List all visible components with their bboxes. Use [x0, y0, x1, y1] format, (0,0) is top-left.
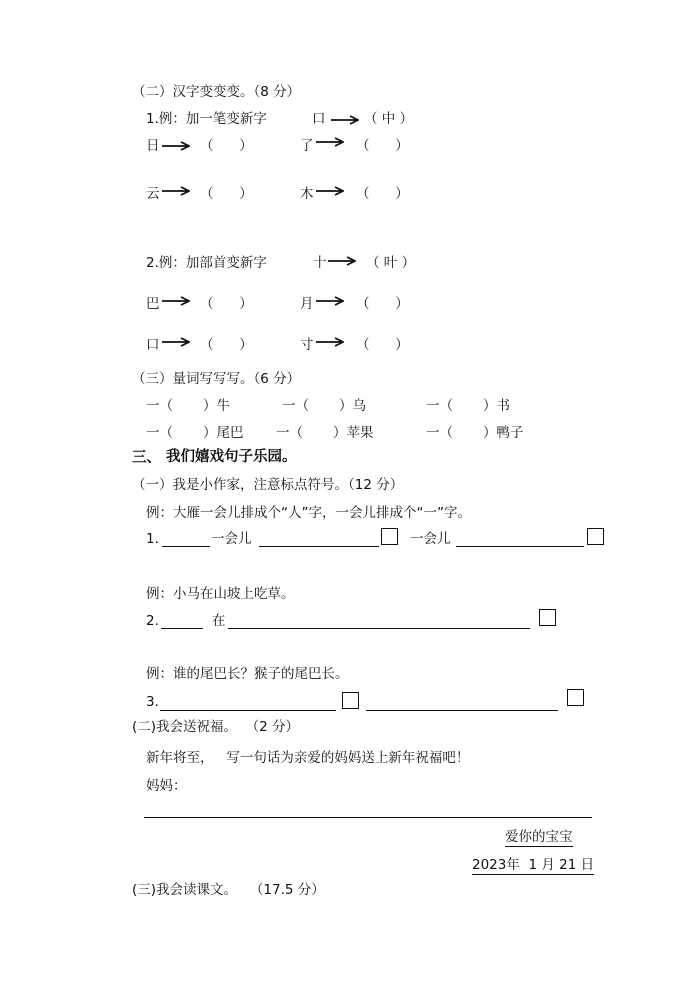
answer-line[interactable] — [160, 710, 336, 711]
measure-word-item[interactable]: 一（ ）乌 — [282, 398, 367, 414]
q2-example-char: 十 — [313, 255, 327, 271]
q1-item-4: 木 — [300, 186, 314, 202]
signature-text: 爱你的宝宝 — [505, 829, 573, 845]
measure-word-item[interactable]: 一（ ）鸭子 — [426, 425, 524, 441]
q2-example-answer: （ 叶 ） — [366, 255, 416, 271]
q2-word-a: 在 — [212, 613, 226, 629]
q3-number: 3. — [146, 694, 159, 710]
arrow-icon — [162, 337, 190, 347]
answer-blank[interactable]: （ ） — [356, 337, 409, 353]
answer-line[interactable] — [366, 710, 558, 711]
q1-item-3: 云 — [146, 186, 160, 202]
answer-line[interactable] — [456, 546, 584, 547]
punctuation-box[interactable] — [381, 528, 398, 545]
mom-label: 妈妈： — [146, 778, 187, 794]
q1-item-2: 了 — [300, 138, 314, 154]
part-3-title: 我们嬉戏句子乐园。 — [166, 449, 297, 465]
q1-word-a: 一会儿 — [211, 531, 252, 547]
q2-item-1: 巴 — [146, 296, 160, 312]
measure-word-item[interactable]: 一（ ）书 — [426, 398, 511, 414]
signature — [505, 831, 573, 845]
answer-blank[interactable]: （ ） — [356, 186, 409, 202]
q1-title: 1.例：加一笔变新字 — [146, 111, 267, 127]
section-2-heading: （二）汉字变变变。（8 分） — [132, 84, 301, 100]
q1-item-1: 日 — [146, 138, 160, 154]
example-3: 例：谁的尾巴长？猴子的尾巴长。 — [146, 666, 349, 682]
arrow-icon — [162, 141, 190, 151]
punctuation-box[interactable] — [587, 528, 604, 545]
date — [472, 859, 594, 873]
example-1: 例：大雁一会儿排成个“人”字，一会儿排成个“一”字。 — [146, 505, 471, 521]
measure-word-item[interactable]: 一（ ）苹果 — [276, 425, 374, 441]
sub-1-heading: （一）我是小作家，注意标点符号。（12 分） — [132, 477, 404, 493]
date-text: 2023年 1 月 21 日 — [472, 857, 595, 873]
arrow-icon — [316, 337, 344, 347]
q2-item-2: 月 — [300, 296, 314, 312]
punctuation-box[interactable] — [539, 609, 556, 626]
q2-number: 2. — [146, 613, 159, 629]
q2-item-4: 寸 — [300, 337, 314, 353]
punctuation-box[interactable] — [342, 692, 359, 709]
q1-example-char: 口 — [312, 111, 326, 127]
sub-2-text: 新年将至， 写一句话为亲爱的妈妈送上新年祝福吧！ — [146, 750, 470, 766]
sub-2-heading: (二)我会送祝福。 （2 分） — [132, 719, 299, 735]
part-3-number: 三、 — [132, 450, 161, 466]
arrow-icon — [316, 186, 344, 196]
arrow-icon — [162, 296, 190, 306]
answer-blank[interactable]: （ ） — [200, 138, 253, 154]
arrow-icon — [316, 137, 344, 147]
arrow-icon — [331, 115, 359, 125]
arrow-icon — [316, 296, 344, 306]
answer-line[interactable] — [228, 628, 530, 629]
measure-word-item[interactable]: 一（ ）牛 — [146, 398, 231, 414]
arrow-icon — [328, 256, 356, 266]
sub-3-heading: (三)我会读课文。 （17.5 分） — [132, 882, 325, 898]
punctuation-box[interactable] — [567, 689, 584, 706]
answer-line[interactable] — [162, 546, 210, 547]
q2-item-3: 口 — [146, 337, 160, 353]
answer-blank[interactable]: （ ） — [200, 186, 253, 202]
answer-blank[interactable]: （ ） — [200, 296, 253, 312]
arrow-icon — [162, 186, 190, 196]
example-2: 例：小马在山坡上吃草。 — [146, 586, 295, 602]
blessing-line[interactable] — [144, 817, 592, 818]
q2-title: 2.例：加部首变新字 — [146, 255, 267, 271]
answer-blank[interactable]: （ ） — [200, 337, 253, 353]
answer-blank[interactable]: （ ） — [356, 138, 409, 154]
q1-number: 1. — [146, 531, 159, 547]
measure-word-item[interactable]: 一（ ）尾巴 — [146, 425, 244, 441]
answer-line[interactable] — [161, 628, 203, 629]
q1-example-answer: （ 中 ） — [364, 111, 414, 127]
q1-word-b: 一会儿 — [410, 531, 451, 547]
answer-blank[interactable]: （ ） — [356, 296, 409, 312]
section-3-heading: （三）量词写写写。（6 分） — [132, 371, 301, 387]
answer-line[interactable] — [259, 546, 379, 547]
